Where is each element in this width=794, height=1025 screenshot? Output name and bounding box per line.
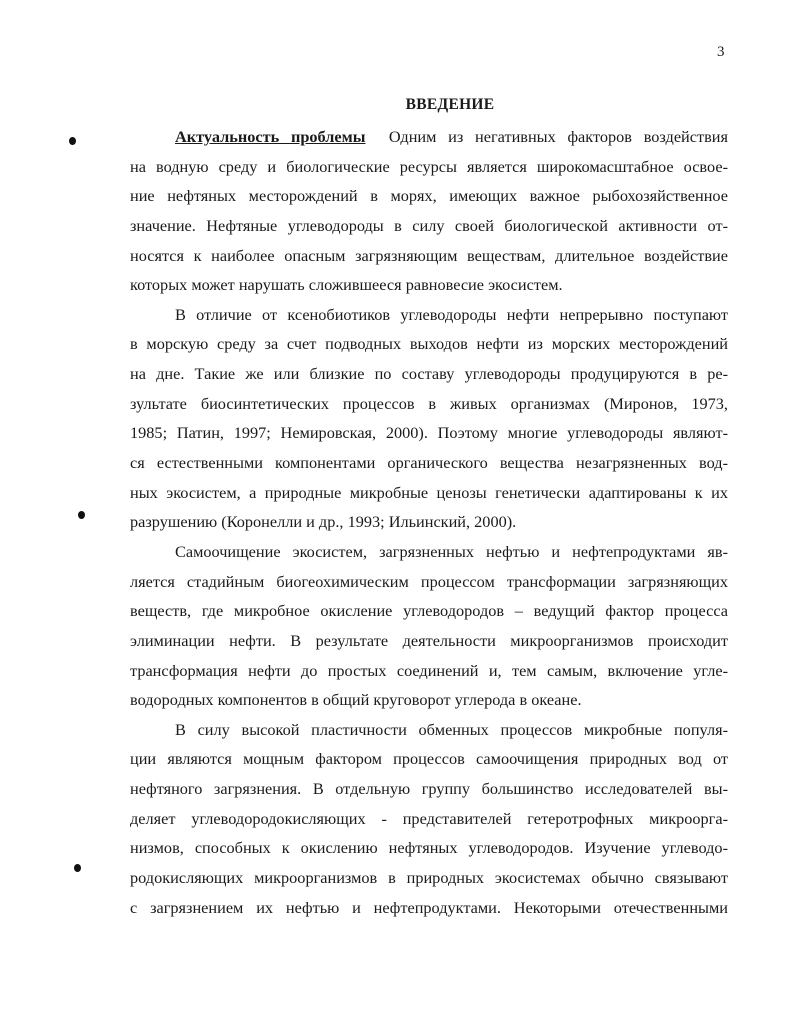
line-text: ных экосистем, а природные микробные ценозы генетически адаптированы к их (130, 482, 728, 502)
text-line (130, 329, 728, 359)
text-line (130, 448, 728, 478)
text-line (130, 507, 728, 537)
line-text: нефтяного загрязнения. В отдельную группу большинство исследователей вы- (130, 779, 728, 799)
line-text: ся естественными компонентами органического вещества незагрязненных вод- (130, 453, 728, 473)
line-text: в морскую среду за счет подводных выходов нефти из морских месторождений (130, 334, 728, 354)
line-text: В силу высокой пластичности обменных процессов микробные популя- (175, 719, 728, 739)
text-line (130, 181, 728, 211)
scan-mark-dot (78, 511, 85, 519)
text-line (130, 122, 728, 152)
text-line (130, 626, 728, 656)
document-body (130, 122, 728, 922)
line-text: зультате биосинтетических процессов в живых организмах (Миронов, 1973, (130, 393, 728, 413)
text-line (130, 656, 728, 686)
line-text: трансформация нефти до простых соединений и, тем самым, включение угле- (130, 660, 728, 680)
text-line (130, 774, 728, 804)
line-text: элиминации нефти. В результате деятельности микроорганизмов происходит (130, 630, 728, 650)
page-number: 3 (717, 44, 725, 60)
text-line (130, 744, 728, 774)
line-text: ции являются мощным фактором процессов самоочищения природных вод от (130, 749, 728, 769)
line-text: на дне. Такие же или близкие по составу углеводороды продуцируются в ре- (130, 364, 728, 384)
text-line (130, 833, 728, 863)
line-text: родокисляющих микроорганизмов в природных экосистемах обычно связывают (130, 868, 728, 888)
line-text: В отличие от ксенобиотиков углеводороды нефти непрерывно поступают (175, 304, 728, 324)
text-line (130, 300, 728, 330)
section-heading: Актуальность проблемы (175, 127, 366, 146)
text-line (130, 715, 728, 745)
line-text: деляет углеводородокисляющих - представителей гетеротрофных микроорга- (130, 808, 728, 828)
text-line (130, 478, 728, 508)
line-text: водородных компонентов в общий круговорот углерода в океане. (130, 690, 582, 710)
text-line (130, 152, 728, 182)
line-text: Самоочищение экосистем, загрязненных нефтью и нефтепродуктами яв- (175, 541, 728, 561)
text-line (130, 893, 728, 923)
line-text: ние нефтяных месторождений в морях, имеющих важное рыбохозяйственное (130, 186, 728, 206)
text-line (130, 359, 728, 389)
text-line (130, 241, 728, 271)
line-text: веществ, где микробное окисление углеводородов – ведущий фактор процесса (130, 601, 728, 621)
scan-mark-dot (69, 137, 76, 145)
line-text: на водную среду и биологические ресурсы является широкомасштабное освое- (130, 156, 728, 176)
text-line (130, 596, 728, 626)
text-line (130, 685, 728, 715)
text-line (130, 567, 728, 597)
scan-mark-dot (74, 864, 81, 872)
page-title: ВВЕДЕНИЕ (405, 96, 495, 113)
line-text: носятся к наиболее опасным загрязняющим веществам, длительное воздействие (130, 245, 728, 265)
text-line (130, 211, 728, 241)
text-line (130, 389, 728, 419)
line-text: низмов, способных к окислению нефтяных углеводородов. Изучение углеводо- (130, 838, 728, 858)
line-text: Одним из негативных факторов воздействия (388, 127, 728, 146)
line-text: которых может нарушать сложившееся равновесие экосистем. (130, 275, 563, 295)
paragraph (130, 122, 728, 300)
line-text: ляется стадийным биогеохимическим процессом трансформации загрязняющих (130, 571, 728, 591)
line-text: значение. Нефтяные углеводороды в силу своей биологической активности от- (130, 215, 728, 235)
text-line (130, 270, 728, 300)
text-line (130, 863, 728, 893)
paragraph (130, 537, 728, 715)
line-text: 1985; Патин, 1997; Немировская, 2000). Поэтому многие углеводороды являют- (130, 423, 728, 443)
paragraph (130, 300, 728, 537)
paragraph (130, 715, 728, 922)
line-text: разрушению (Коронелли и др., 1993; Ильинский, 2000). (130, 512, 517, 532)
line-text: с загрязнением их нефтью и нефтепродуктами. Некоторыми отечественными (130, 897, 728, 917)
text-line (130, 418, 728, 448)
text-line (130, 537, 728, 567)
text-line (130, 804, 728, 834)
